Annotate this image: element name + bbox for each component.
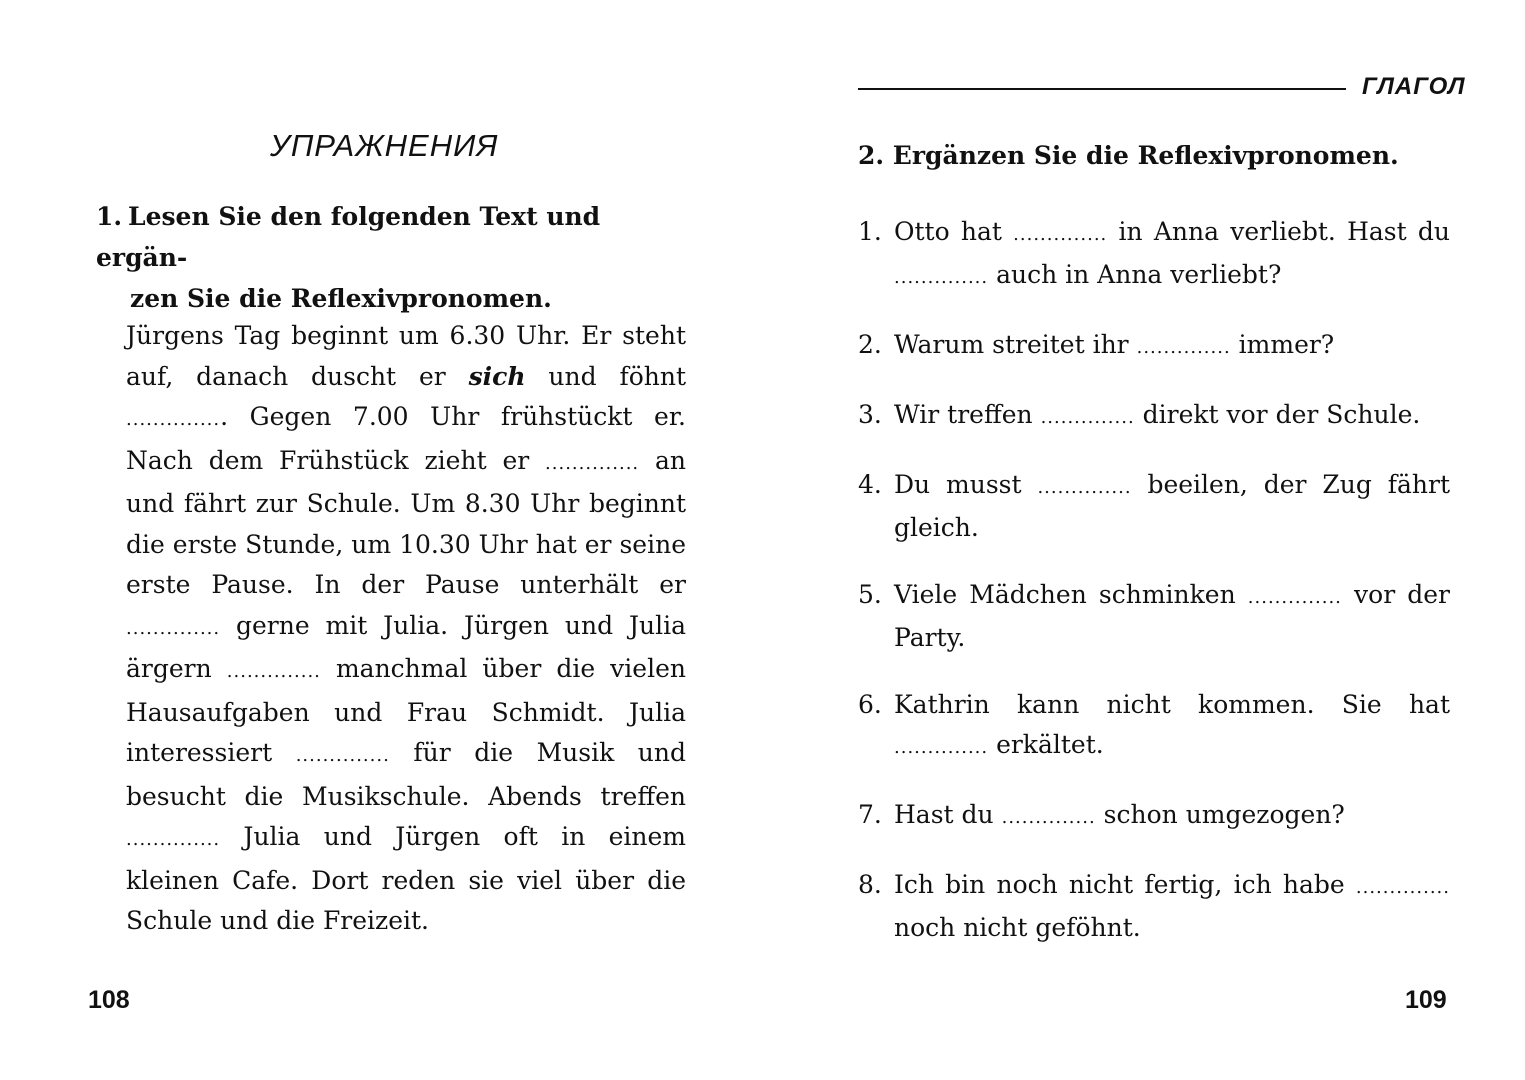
exercise-1-title-line-2: zen Sie die Reflexivpronomen. xyxy=(130,284,552,313)
page-number-left: 108 xyxy=(88,986,130,1014)
item-text-b: schon umgezogen? xyxy=(1103,800,1345,829)
item-blank[interactable]: .............. xyxy=(1037,477,1132,498)
blank-6[interactable]: .............. xyxy=(126,829,221,850)
text-part-3: . Gegen 7.00 Uhr frühstückt er. Nach dem Frühstück zieht er xyxy=(126,402,686,475)
item-blank[interactable]: .............. xyxy=(1013,224,1108,245)
item-blank[interactable]: .............. xyxy=(1247,587,1342,608)
exercise-item-2 xyxy=(858,325,1450,368)
exercise-2-items xyxy=(858,212,1450,975)
blank-4[interactable]: .............. xyxy=(226,661,321,682)
exercise-item-7 xyxy=(858,795,1450,838)
item-text-b: direkt vor der Schule. xyxy=(1142,400,1421,429)
exercise-1-title-line-1: Lesen Sie den folgenden Text und ergän- xyxy=(96,202,601,272)
exercise-item-3 xyxy=(858,395,1450,438)
item-text-b: in Anna verliebt. Hast du xyxy=(1118,217,1450,246)
blank-2[interactable]: .............. xyxy=(545,452,640,474)
exercise-item-6 xyxy=(858,685,1450,768)
text-part-5: gerne mit Julia. Jürgen und Julia ärgern xyxy=(126,610,686,683)
item-blank[interactable]: .............. xyxy=(894,737,989,758)
exercise-1-title xyxy=(96,196,696,319)
item-blank[interactable]: .............. xyxy=(894,267,989,288)
exercise-item-1 xyxy=(858,212,1450,298)
item-text-b: beeilen, der Zug fährt gleich. xyxy=(894,470,1450,542)
reading-text xyxy=(126,316,686,942)
item-text-a: Otto hat xyxy=(894,217,1002,246)
item-text-b: erkältet. xyxy=(996,730,1104,759)
exercise-item-5 xyxy=(858,575,1450,658)
item-blank[interactable]: .............. xyxy=(1040,407,1135,428)
item-text-b: immer? xyxy=(1238,330,1335,359)
item-text-a: Wir treffen xyxy=(894,400,1033,429)
item-blank[interactable]: .............. xyxy=(1001,807,1096,828)
text-part-2: und föhnt xyxy=(548,361,687,391)
text-part-8: Julia und Jürgen oft in einem kleinen Cafe. Dort reden sie viel über die Schule und die Freizeit. xyxy=(126,822,686,935)
item-number: 2. xyxy=(858,330,882,359)
item-number: 1. xyxy=(858,217,882,246)
text-sich-emphasis: sich xyxy=(468,361,526,391)
right-page xyxy=(762,0,1525,1080)
section-heading: УПРАЖНЕНИЯ xyxy=(270,128,499,163)
exercise-1-number: 1. xyxy=(96,202,123,231)
running-head-rule xyxy=(858,88,1346,90)
item-text-b: vor der Party. xyxy=(894,580,1450,652)
item-number: 5. xyxy=(858,580,882,609)
running-head: ГЛАГОЛ xyxy=(1362,73,1466,100)
item-number: 3. xyxy=(858,400,882,429)
text-part-7: für die Musik und besucht die Musikschule. Abends treffen xyxy=(126,738,687,811)
text-part-6: manchmal über die vielen Hausaufgaben und Frau Schmidt. Julia interessiert xyxy=(126,654,686,767)
item-blank[interactable]: .............. xyxy=(1355,877,1450,898)
item-text-c: auch in Anna verliebt? xyxy=(996,260,1282,289)
exercise-2-title: 2. Ergänzen Sie die Reflexivpronomen. xyxy=(858,141,1399,170)
item-text-a: Kathrin kann nicht kommen. Sie hat xyxy=(894,690,1450,719)
item-number: 4. xyxy=(858,470,882,499)
item-text-a: Du musst xyxy=(894,470,1022,499)
blank-1[interactable]: .............. xyxy=(126,409,221,430)
item-number: 6. xyxy=(858,690,882,719)
text-part-4: an und fährt zur Schule. Um 8.30 Uhr beginnt die erste Stunde, um 10.30 Uhr hat er seine erste Pause. In der Pause unterhält er xyxy=(126,445,687,599)
item-text-a: Ich bin noch nicht fertig, ich habe xyxy=(894,870,1345,899)
text-part-1: Jürgens Tag beginnt um 6.30 Uhr. Er steht auf, danach duscht er xyxy=(126,321,686,391)
page-number-right: 109 xyxy=(1405,986,1447,1014)
exercise-item-8 xyxy=(858,865,1450,948)
exercise-item-4 xyxy=(858,465,1450,548)
blank-3[interactable]: .............. xyxy=(126,617,221,639)
blank-5[interactable]: .............. xyxy=(295,745,390,766)
item-text-a: Hast du xyxy=(894,800,994,829)
item-number: 7. xyxy=(858,800,882,829)
item-blank[interactable]: .............. xyxy=(1136,337,1231,358)
item-number: 8. xyxy=(858,870,882,899)
left-page xyxy=(0,0,762,1080)
item-text-a: Warum streitet ihr xyxy=(894,330,1129,359)
item-text-a: Viele Mädchen schminken xyxy=(894,580,1236,609)
item-text-b: noch nicht geföhnt. xyxy=(894,913,1141,942)
